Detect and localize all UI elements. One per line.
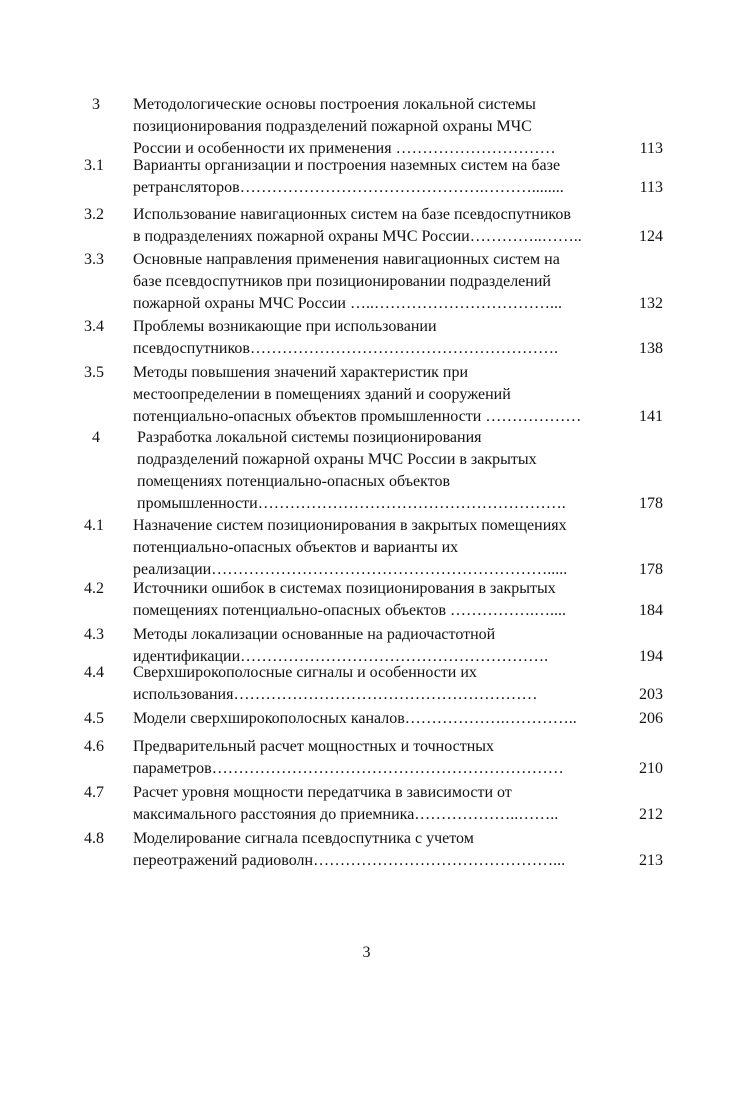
toc-entry-page: 124 — [639, 228, 663, 245]
page-number: 3 — [362, 944, 371, 961]
toc-entry-title: Методы локализации основанные на радиочастотной идентификации…………………………………………………. — [133, 626, 549, 665]
toc-entry-page: 141 — [639, 408, 663, 425]
toc-entry-number: 4 — [92, 429, 100, 446]
toc-entry-page: 212 — [639, 806, 663, 823]
toc-entry-number: 3.5 — [84, 364, 104, 381]
toc-entry-title: Основные направления применения навигационных систем на базе псевдоспутников при позиционировании подразделений пожарной охраны МЧС России …..……………………………... — [133, 251, 562, 312]
toc-entry-title: Сверхширокополосные сигналы и особенности их использования………………………………………………… — [133, 664, 538, 703]
toc-entry-number: 4.8 — [84, 830, 104, 847]
toc-entry-number: 4.3 — [84, 626, 104, 643]
toc-entry-title: Проблемы возникающие при использовании псевдоспутников…………………………………………………. — [133, 318, 558, 357]
toc-entry-title: Расчет уровня мощности передатчика в зависимости от максимального расстояния до приемника………………..…….. — [133, 784, 559, 823]
toc-entry-number: 3 — [92, 96, 100, 113]
toc-entry-page: 132 — [639, 295, 663, 312]
toc-entry-title: Варианты организации и построения наземных систем на базе ретрансляторов……………………………………….………........ — [133, 157, 564, 196]
toc-entry-page: 203 — [639, 686, 663, 703]
toc-entry-number: 3.2 — [84, 206, 104, 223]
toc-entry-number: 3.3 — [84, 251, 104, 268]
toc-entry-title: Методы повышения значений характеристик при местоопределении в помещениях зданий и сооружений потенциально-опасных объектов промышленности ……………… — [133, 364, 582, 425]
toc-entry-page: 194 — [639, 648, 663, 665]
toc-entry-number: 3.4 — [84, 318, 104, 335]
toc-entry-page: 138 — [639, 340, 663, 357]
toc-entry-number: 3.1 — [84, 157, 104, 174]
toc-entry-page: 178 — [639, 561, 663, 578]
toc-entry-page: 206 — [639, 710, 663, 727]
toc-entry-number: 4.4 — [84, 664, 104, 681]
toc-entry-page: 113 — [639, 179, 663, 196]
toc-entry-title: Предварительный расчет мощностных и точностных параметров………………………………………………………… — [133, 738, 564, 777]
toc-entry-page: 210 — [639, 760, 663, 777]
toc-entry-number: 4.1 — [84, 517, 104, 534]
toc-entry-title: Методологические основы построения локальной системы позиционирования подразделений пожарной охраны МЧС России и особенности их применения ………………………… — [133, 96, 556, 157]
toc-entry-title: Использование навигационных систем на базе псевдоспутников в подразделениях пожарной охраны МЧС России…………..…….. — [133, 206, 582, 245]
toc-entry-page: 184 — [639, 602, 663, 619]
toc-entry-page: 178 — [639, 495, 663, 512]
toc-entry-number: 4.7 — [84, 784, 104, 801]
toc-entry-title: Моделирование сигнала псевдоспутника с учетом переотражений радиоволн………………………………………... — [133, 830, 566, 869]
toc-entry-page: 213 — [639, 852, 663, 869]
toc-entry-page: 113 — [639, 140, 663, 157]
toc-entry-title: Модели сверхширокополосных каналов……………….………….. — [133, 710, 577, 727]
toc-entry-title: Источники ошибок в системах позиционирования в закрытых помещениях потенциально-опасных объектов …………….….... — [133, 580, 567, 619]
toc-entry-number: 4.6 — [84, 738, 104, 755]
toc-entry-number: 4.2 — [84, 580, 104, 597]
toc-entry-number: 4.5 — [84, 710, 104, 727]
toc-entry-title: Разработка локальной системы позиционирования подразделений пожарной охраны МЧС России в закрытых помещениях потенциально-опасных объектов промышленности…………………………………………………. — [137, 429, 566, 512]
toc-entry-title: Назначение систем позиционирования в закрытых помещениях потенциально-опасных объектов и варианты их реализации………………………………………………………..... — [133, 517, 568, 578]
